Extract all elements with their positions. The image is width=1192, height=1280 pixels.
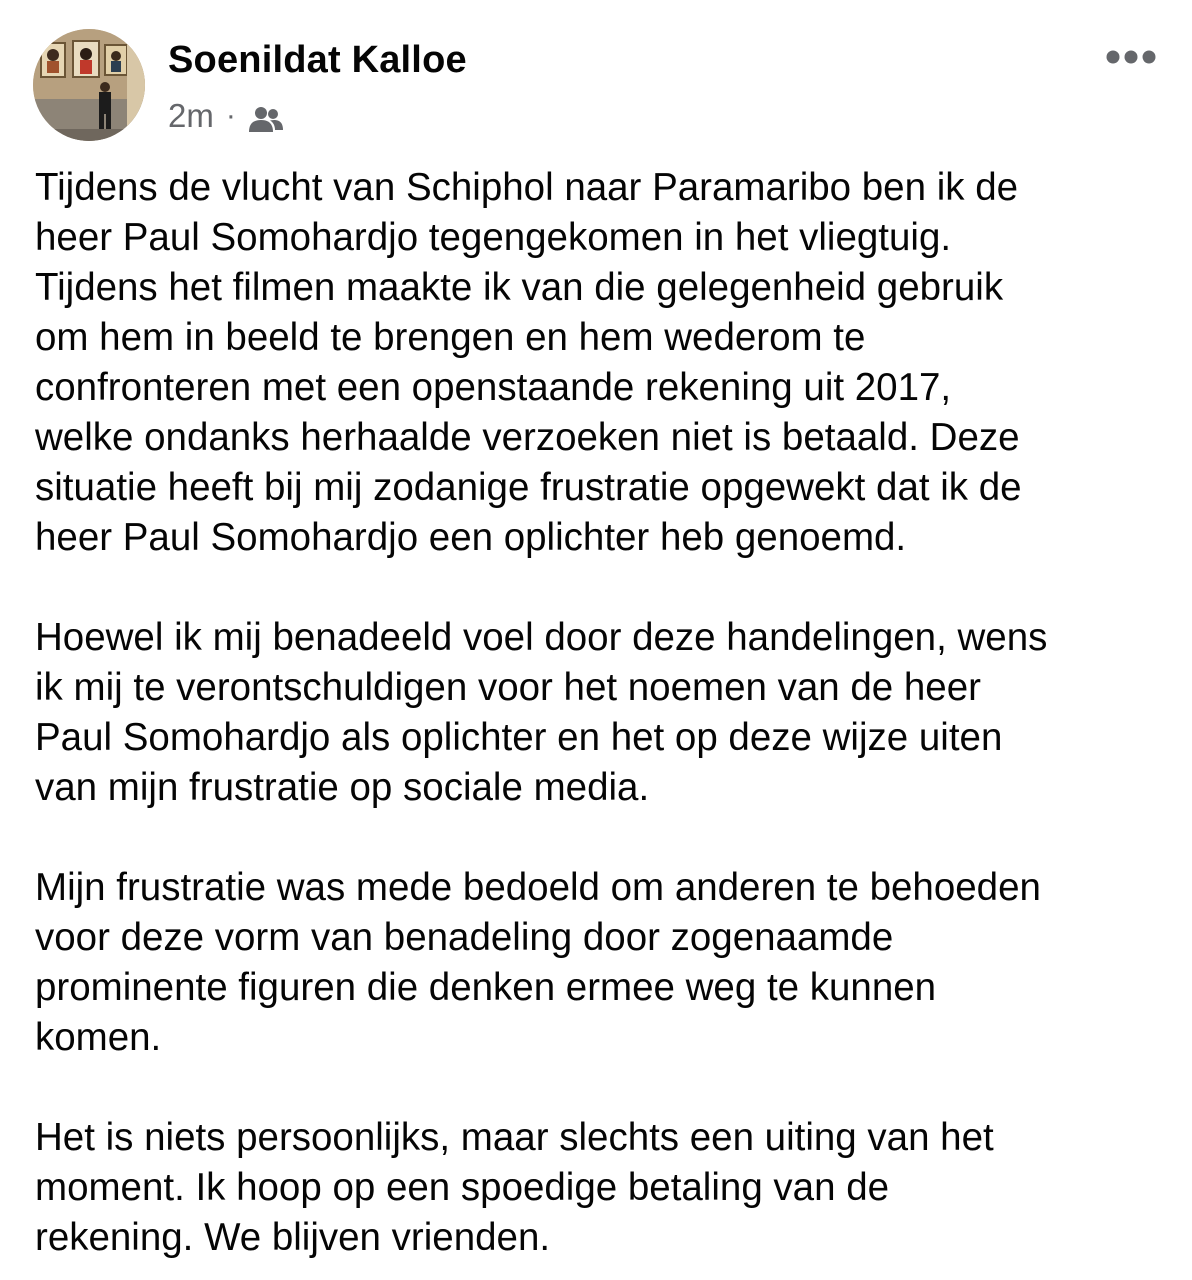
meta-separator: ·: [225, 99, 236, 132]
post-paragraph-4: Het is niets persoonlijks, maar slechts een uiting van het moment. Ik hoop op een spoedige betaling van de rekening. We blijven vrienden.: [35, 1116, 994, 1259]
profile-photo-icon: [33, 29, 145, 141]
more-horizontal-icon: [1105, 49, 1157, 65]
more-options-button[interactable]: [1100, 40, 1162, 74]
post-paragraph-2: Hoewel ik mij benadeeld voel door deze handelingen, wens ik mij te verontschuldigen voor het noemen van de heer Paul Somohardjo als oplichter en het op deze wijze uiten van mijn frustratie op sociale media.: [35, 616, 1048, 809]
post-timestamp[interactable]: 2m: [168, 97, 214, 134]
friends-audience-icon[interactable]: [248, 102, 284, 130]
post-body: [35, 163, 1170, 1263]
post-meta: [168, 96, 284, 136]
author-avatar[interactable]: [33, 29, 145, 141]
post-paragraph-1: Tijdens de vlucht van Schiphol naar Paramaribo ben ik de heer Paul Somohardjo tegengekomen in het vliegtuig. Tijdens het filmen maakte ik van die gelegenheid gebruik om hem in beeld te brengen en hem wederom te confronteren met een openstaande rekening uit 2017, welke ondanks herhaalde verzoeken niet is betaald. Deze situatie heeft bij mij zodanige frustratie opgewekt dat ik de heer Paul Somohardjo een oplichter heb genoemd.: [35, 166, 1022, 559]
post-paragraph-3: Mijn frustratie was mede bedoeld om anderen te behoeden voor deze vorm van benadeling door zogenaamde prominente figuren die denken ermee weg te kunnen komen.: [35, 866, 1041, 1059]
author-name[interactable]: Soenildat Kalloe: [168, 39, 467, 81]
